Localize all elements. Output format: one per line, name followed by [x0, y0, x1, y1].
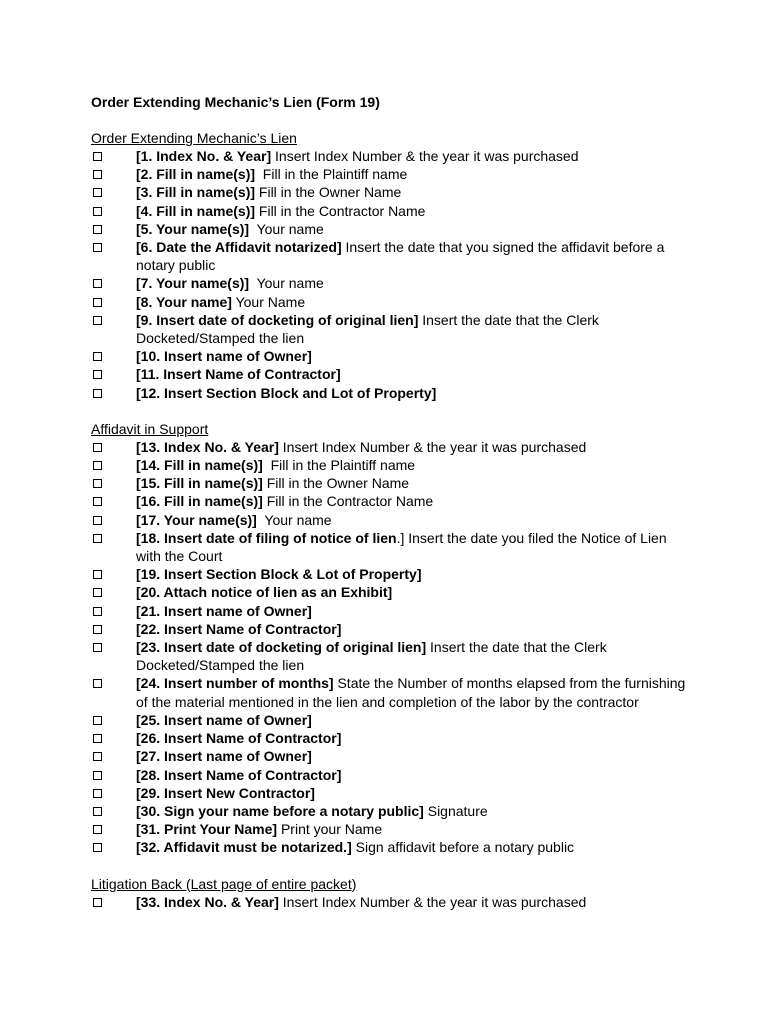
item-label: [31. Print Your Name]	[136, 821, 278, 838]
item-label: [1. Index No. & Year]	[136, 148, 272, 164]
item-description: Fill in the Plaintiff name	[255, 166, 408, 183]
item-description: Your name	[249, 220, 324, 237]
item-description: Print your Name	[277, 821, 383, 838]
item-text	[136, 311, 691, 347]
checkbox-icon[interactable]	[93, 516, 102, 525]
item-label: [7. Your name(s)]	[136, 275, 250, 292]
item-label: [17. Your name(s)]	[136, 511, 257, 528]
section-heading: Affidavit in Support	[91, 420, 209, 437]
checklist-item	[91, 893, 691, 911]
checkbox-icon[interactable]	[93, 389, 102, 398]
checklist-item	[91, 474, 691, 492]
checklist-item	[91, 838, 691, 856]
checkbox-icon[interactable]	[93, 225, 102, 234]
item-label: [21. Insert name of Owner]	[136, 602, 312, 619]
checkbox-icon[interactable]	[93, 734, 102, 743]
checkbox-icon[interactable]	[93, 443, 102, 452]
checkbox-icon[interactable]	[93, 625, 102, 634]
checkbox-icon[interactable]	[93, 843, 102, 852]
document-title: Order Extending Mechanic’s Lien (Form 19)	[91, 94, 380, 110]
checkbox-icon[interactable]	[93, 479, 102, 488]
item-text	[136, 438, 691, 456]
checkbox-icon[interactable]	[93, 188, 102, 197]
section	[91, 875, 691, 911]
item-label: [5. Your name(s)]	[136, 220, 250, 237]
item-description: .] Insert the date you filed the Notice of Lien with the Court	[136, 529, 671, 565]
checklist-sections	[91, 129, 691, 911]
item-label: [2. Fill in name(s)]	[136, 166, 256, 183]
checklist-item	[91, 147, 691, 165]
checklist-item	[91, 384, 691, 402]
item-text	[136, 492, 691, 510]
item-label: [18. Insert date of filing of notice of lien	[136, 529, 397, 546]
item-label: [29. Insert New Contractor]	[136, 784, 315, 801]
item-text	[136, 583, 691, 601]
checkbox-icon[interactable]	[93, 898, 102, 907]
checklist-item	[91, 202, 691, 220]
item-label: [22. Insert Name of Contractor]	[136, 620, 342, 637]
item-label: [9. Insert date of docketing of original lien]	[136, 311, 419, 328]
item-label: [13. Index No. & Year]	[136, 438, 279, 455]
checklist-item	[91, 274, 691, 292]
item-text	[136, 202, 691, 220]
item-text	[136, 747, 691, 765]
checkbox-icon[interactable]	[93, 152, 102, 161]
item-text	[136, 347, 691, 365]
section	[91, 129, 691, 402]
item-text	[136, 238, 691, 274]
checkbox-icon[interactable]	[93, 679, 102, 688]
checkbox-icon[interactable]	[93, 643, 102, 652]
item-text	[136, 674, 691, 710]
item-description: Insert the date that the Clerk Docketed/Stamped the lien	[136, 639, 611, 674]
item-description: Insert the date that you signed the affidavit before a notary public	[136, 239, 669, 274]
item-text	[136, 784, 691, 802]
checklist-item	[91, 711, 691, 729]
item-description: Insert Index Number & the year it was purchased	[278, 893, 587, 910]
checklist-item	[91, 729, 691, 747]
checklist-item	[91, 602, 691, 620]
item-description: State the Number of months elapsed from the furnishing of the material mentioned in the lien and completion of the labor by the contractor	[136, 675, 690, 710]
item-description: Insert Index Number & the year it was purchased	[271, 148, 579, 164]
item-text	[136, 474, 691, 492]
checklist-item	[91, 638, 691, 674]
checkbox-icon[interactable]	[93, 170, 102, 179]
checklist-item	[91, 583, 691, 601]
checklist-item	[91, 238, 691, 274]
checkbox-icon[interactable]	[93, 243, 102, 252]
checkbox-icon[interactable]	[93, 825, 102, 834]
item-text	[136, 766, 691, 784]
item-text	[136, 802, 691, 820]
item-description: Your name	[256, 511, 332, 528]
checkbox-icon[interactable]	[93, 497, 102, 506]
checkbox-icon[interactable]	[93, 752, 102, 761]
checkbox-icon[interactable]	[93, 370, 102, 379]
item-description: Insert Index Number & the year it was purchased	[278, 438, 587, 455]
checklist-item	[91, 456, 691, 474]
checklist-item	[91, 747, 691, 765]
item-text	[136, 365, 691, 383]
item-text	[136, 183, 691, 201]
item-label: [4. Fill in name(s)]	[136, 202, 256, 219]
item-label: [16. Fill in name(s)]	[136, 493, 263, 510]
checklist-item	[91, 784, 691, 802]
item-description: Signature	[423, 802, 488, 819]
item-label: [24. Insert number of months]	[136, 675, 334, 692]
item-text	[136, 620, 691, 638]
checkbox-icon[interactable]	[93, 789, 102, 798]
item-text	[136, 820, 691, 838]
checklist-item	[91, 674, 691, 710]
item-text	[136, 165, 691, 183]
checklist-item	[91, 438, 691, 456]
checkbox-icon[interactable]	[93, 461, 102, 470]
checklist-item	[91, 565, 691, 583]
item-label: [32. Affidavit must be notarized.]	[136, 839, 352, 856]
item-label: [28. Insert Name of Contractor]	[136, 766, 342, 783]
item-label: [20. Attach notice of lien as an Exhibit]	[136, 584, 393, 601]
item-description: Your Name	[231, 293, 306, 310]
section-heading: Order Extending Mechanic’s Lien	[91, 130, 297, 146]
checkbox-icon[interactable]	[93, 607, 102, 616]
item-text	[136, 893, 691, 911]
item-label: [23. Insert date of docketing of original lien]	[136, 639, 427, 656]
checklist-item	[91, 365, 691, 383]
checklist-item	[91, 347, 691, 365]
item-text	[136, 838, 691, 856]
checklist-item	[91, 311, 691, 347]
item-text	[136, 729, 691, 747]
item-label: [27. Insert name of Owner]	[136, 748, 312, 765]
checkbox-icon[interactable]	[93, 588, 102, 597]
item-description: Sign affidavit before a notary public	[351, 839, 575, 856]
item-description: Fill in the Contractor Name	[255, 202, 426, 219]
item-description: Fill in the Contractor Name	[262, 493, 434, 510]
checkbox-icon[interactable]	[93, 352, 102, 361]
checklist-item	[91, 511, 691, 529]
item-text	[136, 565, 691, 583]
checkbox-icon[interactable]	[93, 298, 102, 307]
item-label: [6. Date the Affidavit notarized]	[136, 239, 342, 256]
item-label: [26. Insert Name of Contractor]	[136, 730, 342, 747]
item-description: Your name	[249, 275, 324, 292]
item-text	[136, 293, 691, 311]
item-description: Insert the date that the Clerk Docketed/Stamped the lien	[136, 311, 603, 347]
item-label: [30. Sign your name before a notary public]	[136, 802, 424, 819]
item-text	[136, 602, 691, 620]
document-page	[91, 93, 691, 929]
item-text	[136, 511, 691, 529]
item-label: [8. Your name]	[136, 293, 232, 310]
checklist-item	[91, 165, 691, 183]
checklist-item	[91, 293, 691, 311]
checkbox-icon[interactable]	[93, 716, 102, 725]
checkbox-icon[interactable]	[93, 207, 102, 216]
section	[91, 420, 691, 857]
item-description: Fill in the Owner Name	[255, 184, 402, 201]
item-label: [12. Insert Section Block and Lot of Property]	[136, 384, 437, 401]
checkbox-icon[interactable]	[93, 570, 102, 579]
item-label: [14. Fill in name(s)]	[136, 457, 263, 474]
item-text	[136, 274, 691, 292]
checklist-item	[91, 766, 691, 784]
checklist-item	[91, 620, 691, 638]
checkbox-icon[interactable]	[93, 534, 102, 543]
checklist-item	[91, 820, 691, 838]
item-label: [19. Insert Section Block & Lot of Property]	[136, 566, 422, 583]
checkbox-icon[interactable]	[93, 771, 102, 780]
item-text	[136, 384, 691, 402]
item-label: [33. Index No. & Year]	[136, 893, 279, 910]
item-label: [15. Fill in name(s)]	[136, 475, 263, 492]
item-label: [3. Fill in name(s)]	[136, 184, 256, 201]
checkbox-icon[interactable]	[93, 807, 102, 816]
item-label: [11. Insert Name of Contractor]	[136, 366, 341, 383]
item-description: Fill in the Plaintiff name	[262, 457, 416, 474]
checkbox-icon[interactable]	[93, 316, 102, 325]
checklist-item	[91, 183, 691, 201]
item-text	[136, 711, 691, 729]
item-text	[136, 147, 691, 165]
checkbox-icon[interactable]	[93, 279, 102, 288]
item-label: [10. Insert name of Owner]	[136, 348, 312, 365]
item-text	[136, 456, 691, 474]
item-text	[136, 529, 691, 565]
item-text	[136, 638, 691, 674]
item-text	[136, 220, 691, 238]
checklist-item	[91, 802, 691, 820]
checklist-item	[91, 492, 691, 510]
checklist-item	[91, 220, 691, 238]
section-heading: Litigation Back (Last page of entire packet)	[91, 875, 357, 892]
item-description: Fill in the Owner Name	[262, 475, 410, 492]
checklist-item	[91, 529, 691, 565]
item-label: [25. Insert name of Owner]	[136, 711, 312, 728]
